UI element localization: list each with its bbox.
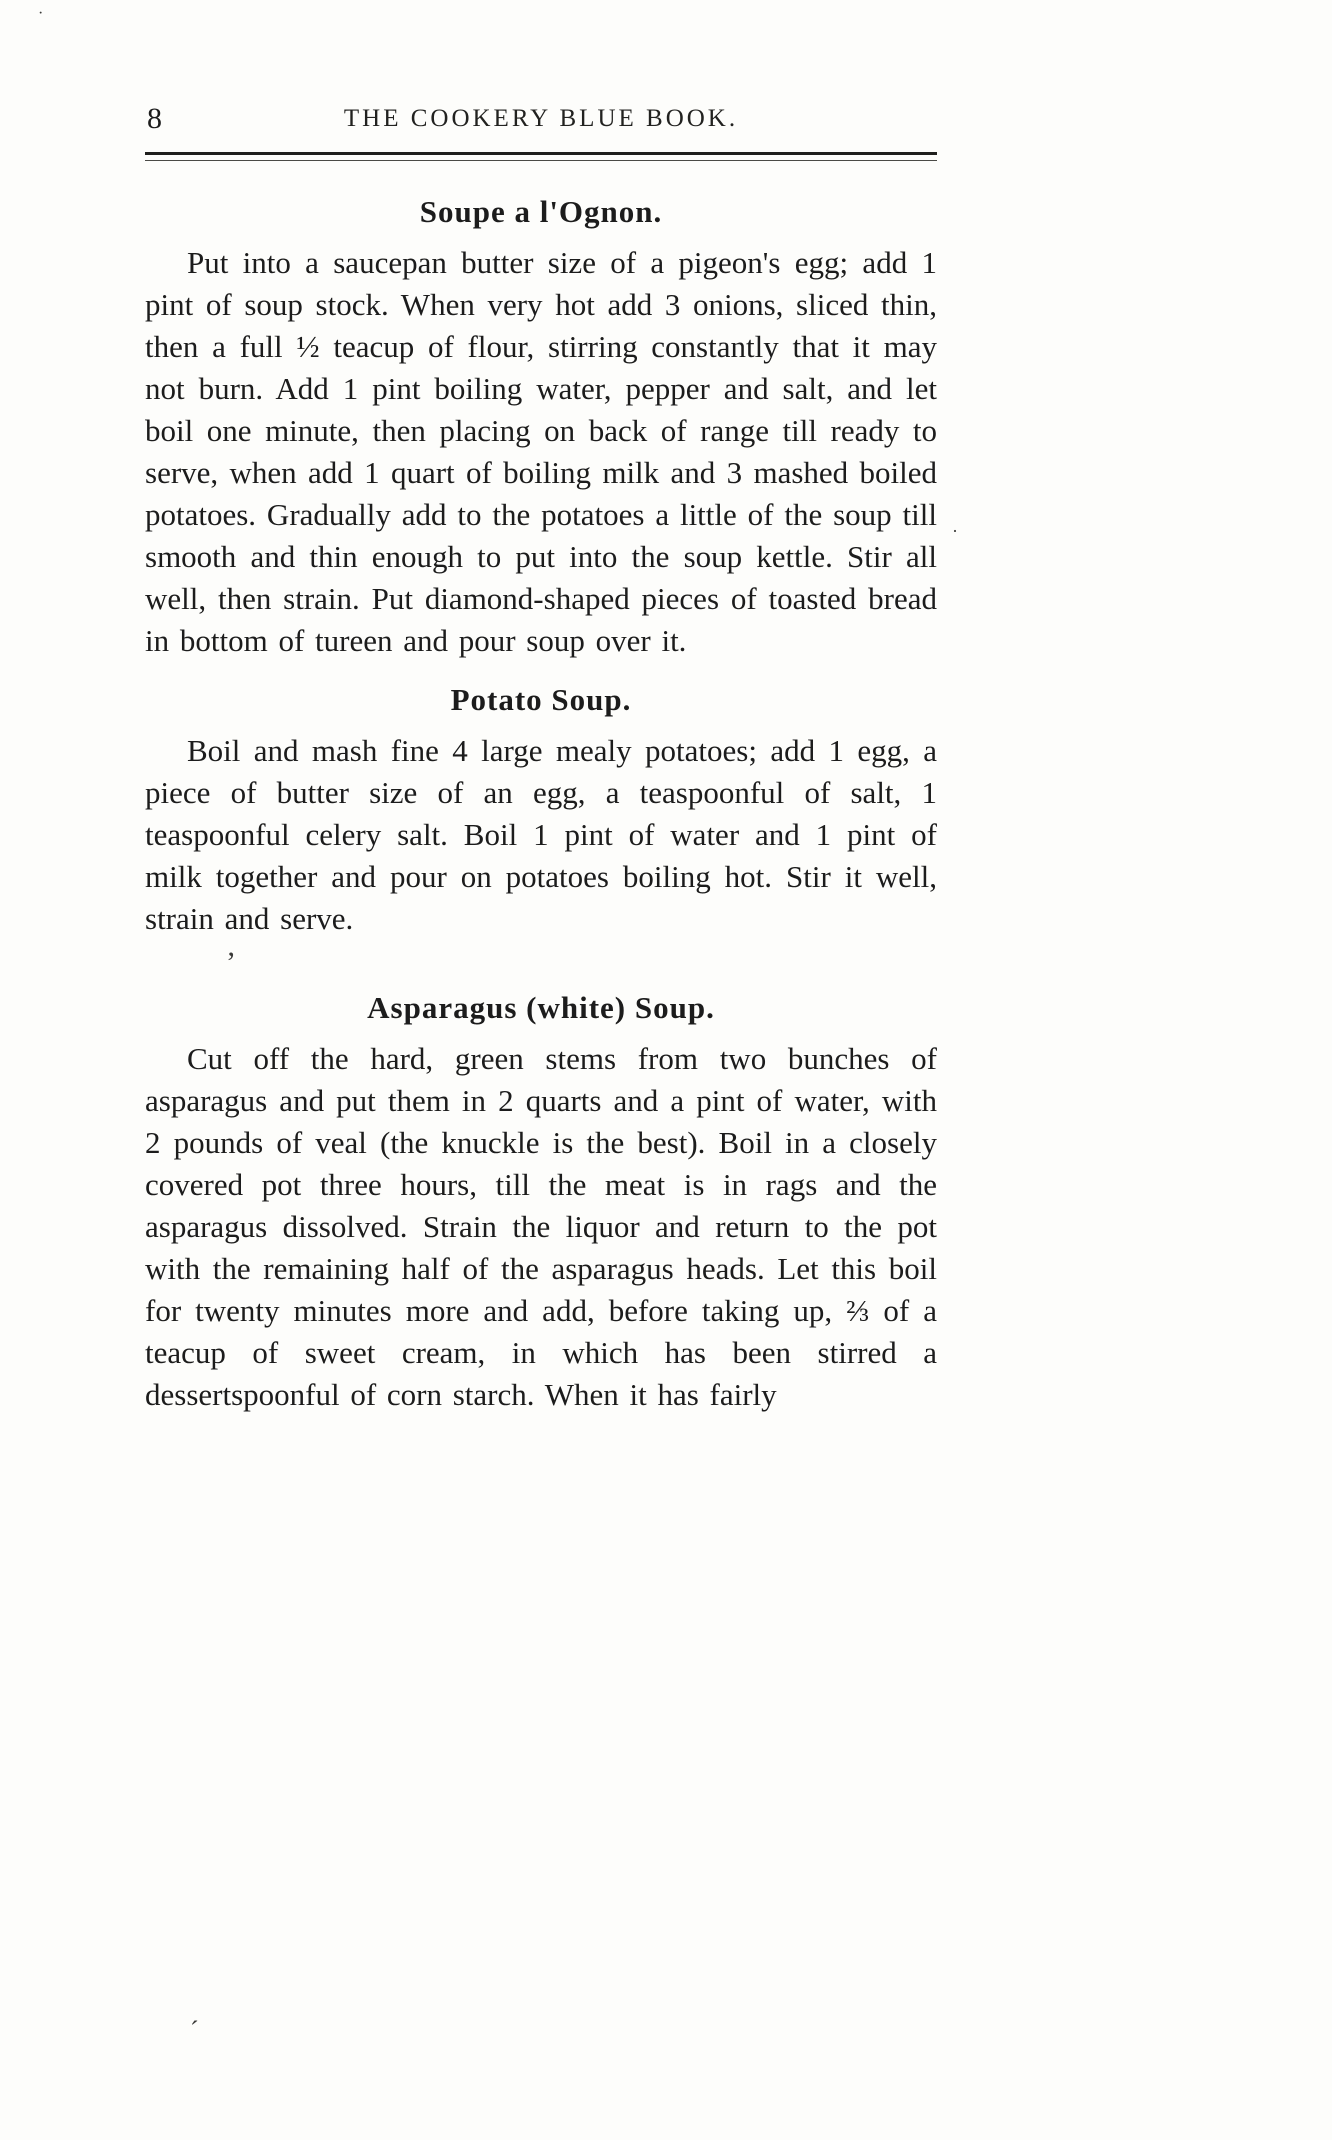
recipe-body: Cut off the hard, green stems from two bunches of asparagus and put them in 2 quarts and a pint of water, with 2 pounds of veal (the knuckle is the best). Boil in a closely covered pot three hours, till the meat is in rags and the asparagus dissolved. Strain the liquor and return to the pot with the remaining half of the asparagus heads. Let this boil for twenty minutes more and add, before taking up, ⅔ of a teacup of sweet cream, in which has been stirred a dessertspoonful of corn starch. When it has fairly [145,1041,937,1412]
recipe-title: Potato Soup. [450,682,632,717]
recipe-title: Soupe a l'Ognon. [419,194,663,229]
running-header: THE COOKERY BLUE BOOK. [343,105,739,132]
header-rule [145,152,937,161]
recipe-title: Asparagus (white) Soup. [367,990,715,1025]
recipe-body: Boil and mash fine 4 large mealy potatoes; add 1 egg, a piece of butter size of an egg, a teaspoonful of salt, 1 teaspoonful celery salt. Boil 1 pint of water and 1 pint of milk together and pour on potatoes boiling hot. Stir it well, strain and serve. [145,733,937,936]
scan-artifact: · [952,521,958,541]
page-header [145,100,937,140]
scan-artifact: ´ [190,2016,199,2045]
scan-artifact: · [38,5,44,22]
recipe-section-potato-soup [145,680,937,940]
recipe-body: Put into a saucepan butter size of a pigeon's egg; add 1 pint of soup stock. When very hot add 3 onions, sliced thin, then a full ½ teacup of flour, stirring constantly that it may not burn. Add 1 pint boiling water, pepper and salt, and let boil one minute, then placing on back of range till ready to serve, when add 1 quart of boiling milk and 3 mashed boiled potatoes. Gradually add to the potatoes a little of the soup till smooth and thin enough to put into the soup kettle. Stir all well, then strain. Put diamond-shaped pieces of toasted bread in bottom of tureen and pour soup over it. [145,245,937,658]
page-number: 8 [147,102,162,135]
recipe-section-asparagus-soup [145,988,937,1416]
recipe-section-soupe-a-lognon [145,192,937,662]
page-content [145,178,937,1416]
scan-artifact: ’ [226,946,236,979]
